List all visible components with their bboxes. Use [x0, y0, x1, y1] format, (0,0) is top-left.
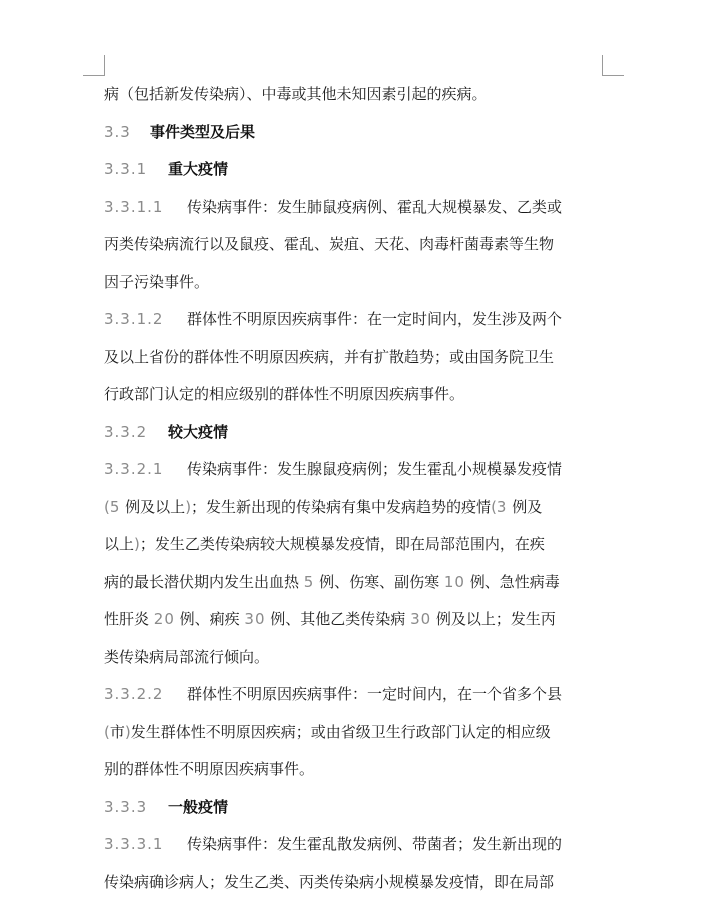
section-number: 3.3	[104, 122, 131, 141]
section-title: 重大疫情	[168, 160, 229, 178]
text-run: (	[104, 497, 110, 516]
document-page-body	[104, 76, 604, 901]
text-run: )	[124, 722, 131, 741]
text-line	[104, 414, 604, 452]
section-number: 3.3.1	[104, 160, 148, 178]
text-line	[104, 676, 604, 714]
text-run: 行政部门认定的相应级别的群体性不明原因疾病事件。	[104, 385, 465, 403]
text-run: 类传染病局部流行倾向。	[104, 647, 270, 666]
text-run: 群体性不明原因疾病事件：一定时间内，在一个省多个县	[187, 685, 563, 703]
text-run: 病的最长潜伏期内发生出血热	[104, 572, 304, 591]
text-line	[104, 339, 604, 377]
text-line	[104, 151, 604, 189]
text-run: 传染病确诊病人；发生乙类、丙类传染病小规模暴发疫情，即在局部	[104, 872, 555, 891]
text-run: 例及以上；发生丙	[431, 610, 556, 628]
text-run: ；发生新出现的传染病有集中发病趋势的疫情	[191, 497, 492, 516]
text-run: 及以上省份的群体性不明原因疾病，并有扩散趋势；或由国务院卫生	[104, 347, 555, 366]
text-line	[104, 714, 604, 752]
text-run: 例及以上	[120, 497, 186, 516]
text-line	[104, 564, 604, 602]
text-line	[104, 114, 604, 152]
text-run: 传染病事件：发生腺鼠疫病例；发生霍乱小规模暴发疫情	[187, 460, 563, 478]
text-line	[104, 451, 604, 489]
text-run: 5	[303, 572, 315, 591]
text-line	[104, 301, 604, 339]
text-line	[104, 601, 604, 639]
text-run: 例、痢疾	[174, 610, 245, 628]
text-run: 丙类传染病流行以及鼠疫、霍乱、炭疽、天花、肉毒杆菌毒素等生物	[104, 235, 555, 253]
section-title: 事件类型及后果	[150, 122, 256, 141]
text-run: 病（包括新发传染病）、中毒或其他未知因素引起的疾病。	[104, 85, 487, 103]
text-line	[104, 864, 604, 902]
text-run: 例、伤寒、副伤寒	[314, 572, 444, 591]
section-number: 3.3.2.2	[104, 685, 164, 703]
text-run: 传染病事件：发生肺鼠疫病例、霍乱大规模暴发、乙类或	[187, 197, 563, 216]
section-number: 3.3.3.1	[104, 835, 164, 853]
text-run: 性肝炎	[104, 610, 154, 628]
text-run: )	[185, 497, 192, 516]
text-run: )	[134, 535, 140, 553]
section-number: 3.3.3	[104, 797, 148, 816]
section-number: 3.3.1.2	[104, 310, 164, 328]
text-run: 因子污染事件。	[104, 272, 210, 291]
section-title: 较大疫情	[168, 422, 229, 441]
text-line	[104, 526, 604, 564]
text-run: 3	[496, 497, 508, 516]
text-run: 20	[153, 610, 175, 628]
text-line	[104, 789, 604, 827]
section-title: 一般疫情	[168, 797, 229, 816]
page-corner-mark-right	[602, 55, 624, 76]
text-run: 发生群体性不明原因疾病；或由省级卫生行政部门认定的相应级	[130, 722, 551, 741]
text-line	[104, 76, 604, 114]
text-run: 例、其他乙类传染病	[265, 610, 411, 628]
section-number: 3.3.2	[104, 422, 148, 441]
text-run: 群体性不明原因疾病事件：在一定时间内，发生涉及两个	[187, 310, 563, 328]
text-line	[104, 639, 604, 677]
text-run: 10	[443, 572, 465, 591]
text-run: ；发生乙类传染病较大规模暴发疫情，即在局部范围内，在疾	[139, 535, 545, 553]
text-line	[104, 226, 604, 264]
text-run: (	[104, 722, 110, 741]
text-line	[104, 751, 604, 789]
text-run: 30	[244, 610, 266, 628]
text-line	[104, 376, 604, 414]
text-line	[104, 189, 604, 227]
text-line	[104, 264, 604, 302]
page-corner-mark-left	[83, 55, 105, 76]
text-run: 市	[109, 722, 125, 741]
text-line	[104, 826, 604, 864]
text-run: (	[491, 497, 497, 516]
text-run: 以上	[104, 535, 135, 553]
section-number: 3.3.1.1	[104, 197, 164, 216]
text-run: 传染病事件：发生霍乱散发病例、带菌者；发生新出现的	[187, 835, 563, 853]
text-run: 例及	[507, 497, 543, 516]
text-run: 5	[109, 497, 121, 516]
text-run: 别的群体性不明原因疾病事件。	[104, 760, 315, 778]
text-run: 例、急性病毒	[464, 572, 560, 591]
section-number: 3.3.2.1	[104, 460, 164, 478]
text-line	[104, 489, 604, 527]
text-run: 30	[410, 610, 432, 628]
